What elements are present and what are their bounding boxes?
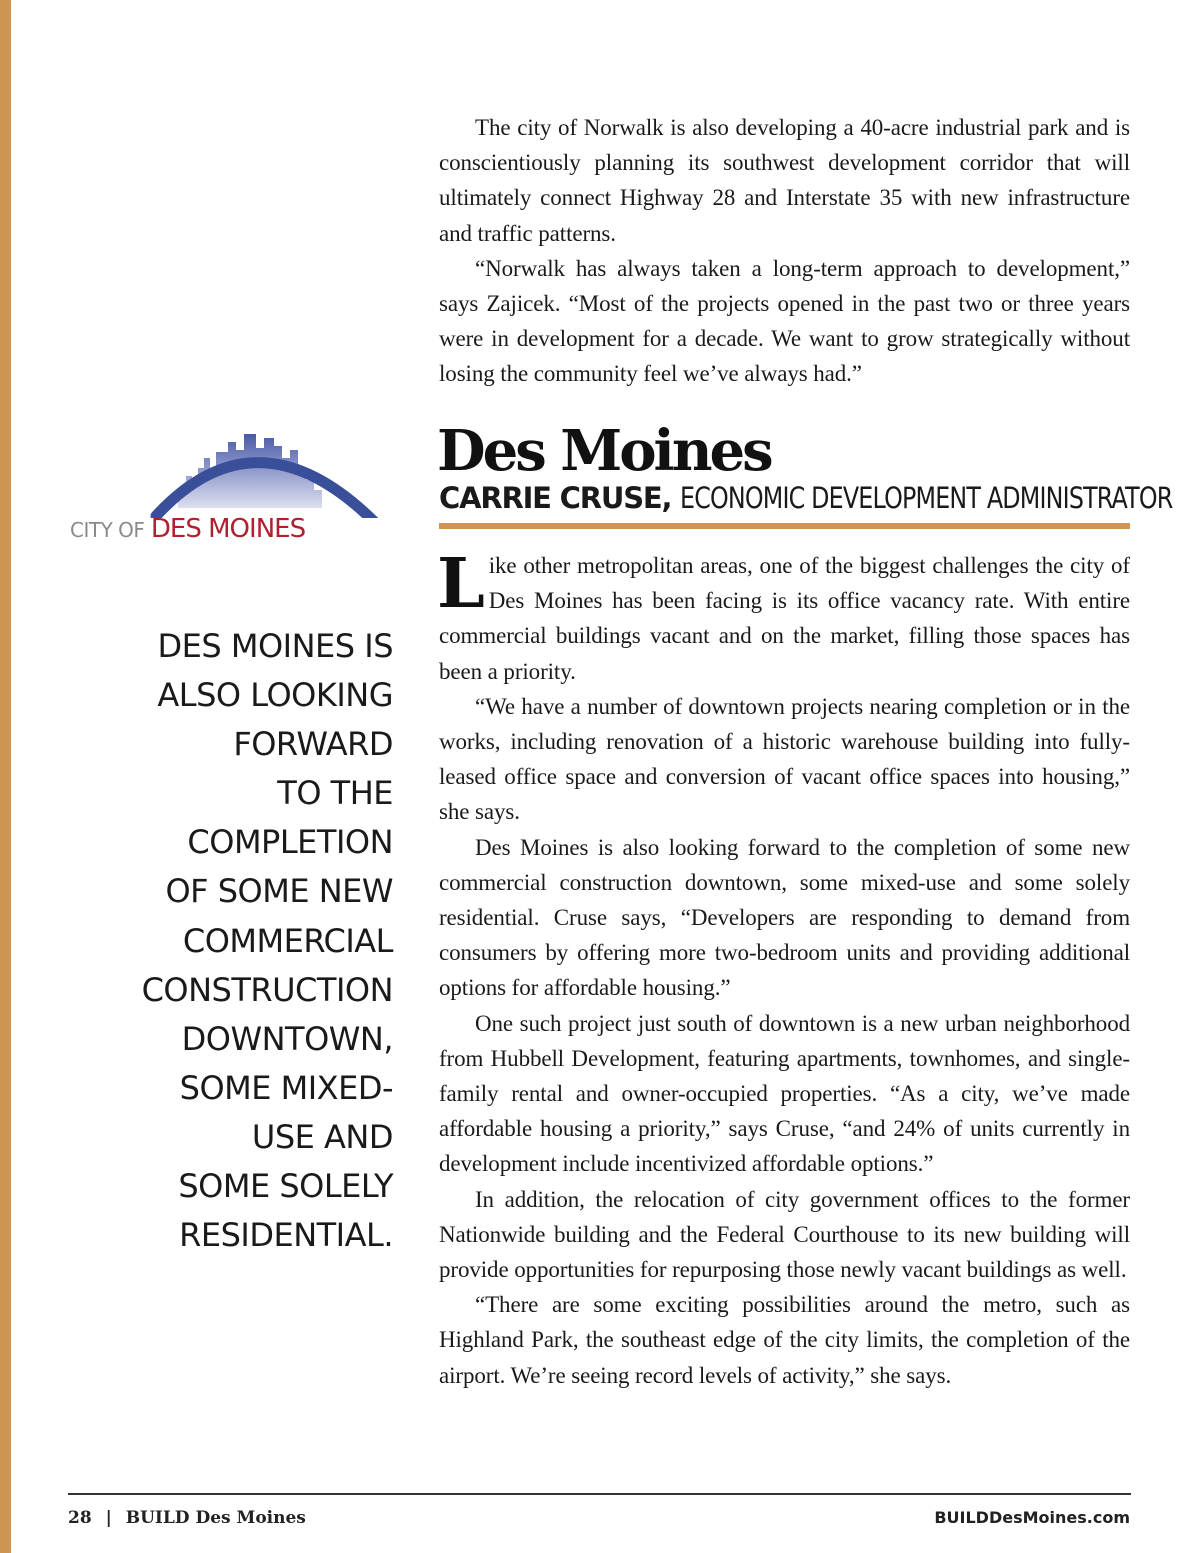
intro-paragraph: The city of Norwalk is also developing a 40-acre industrial park and is conscientiously planning its southwest development corridor that will ultimately connect Highway 28 and Interstate 35 with new infrastructure and traffic patterns. (439, 115, 1130, 246)
footer-rule (68, 1493, 1131, 1495)
pull-quote-line: FORWARD (233, 725, 393, 764)
logo-city-text: CITY OF (70, 518, 145, 542)
pull-quote-line: USE AND (251, 1117, 393, 1156)
article-body (437, 544, 1130, 1393)
pull-quote-line: TO THE (277, 774, 393, 813)
pull-quote-line: DES MOINES IS (157, 627, 393, 665)
article-paragraph: “We have a number of downtown projects nearing completion or in the works, including renovation of a historic warehouse building into fully-leased office space and conversion of vacant office spaces into housing,” she says. (439, 693, 1130, 825)
logo-wordmark (70, 514, 305, 544)
section-title: Des Moines (437, 418, 771, 484)
pull-quote (140, 622, 393, 1260)
byline-accent-rule (439, 523, 1130, 529)
pull-quote-line: RESIDENTIAL. (179, 1216, 393, 1255)
footer-separator: | (105, 1508, 112, 1528)
skyline-arch-icon (68, 428, 393, 518)
article-paragraph: Des Moines is also looking forward to the completion of some new commercial construction downtown, some mixed-use and some solely residential. Cruse says, “Developers are responding to demand from consumers by offering more two-bedroom units and providing additional options for affordable housing.” (439, 834, 1130, 1001)
pull-quote-line: ALSO LOOKING (157, 676, 393, 715)
pull-quote-line: COMMERCIAL (182, 921, 393, 960)
article-first-paragraph (437, 544, 1130, 689)
publication-name: BUILD Des Moines (125, 1508, 306, 1528)
article-first-paragraph-text: ike other metropolitan areas, one of the biggest challenges the city of Des Moines has been facing is its office vacancy rate. With entire commercial buildings vacant and on the market, filling those spaces has been a priority. (439, 553, 1130, 684)
footer-folio (68, 1508, 306, 1528)
page-number: 28 (68, 1508, 92, 1528)
intro-text (439, 110, 1130, 392)
city-of-des-moines-logo (68, 428, 393, 543)
article-paragraph: One such project just south of downtown is a new urban neighborhood from Hubbell Development, featuring apartments, townhomes, and single-family rental and owner-occupied properties. “As a city, we’ve made affordable housing a priority,” says Cruse, “and 24% of units currently in development include incentivized affordable options.” (439, 1010, 1130, 1177)
page-edge-accent-bar (0, 0, 11, 1553)
pull-quote-line: SOME SOLELY (178, 1167, 393, 1206)
article-paragraph: “There are some exciting possibilities around the metro, such as Highland Park, the southeast edge of the city limits, the completion of the airport. We’re seeing record levels of activity,” she says. (439, 1292, 1130, 1388)
pull-quote-line: DOWNTOWN, (181, 1019, 393, 1058)
pull-quote-line: SOME MIXED- (179, 1068, 393, 1107)
pull-quote-line: CONSTRUCTION (141, 970, 393, 1009)
byline-name: CARRIE CRUSE, (439, 481, 672, 515)
drop-cap: L (437, 544, 485, 624)
intro-paragraph: “Norwalk has always taken a long-term approach to development,” says Zajicek. “Most of the projects opened in the past two or three years were in development for a decade. We want to grow strategically without losing the community feel we’ve always had.” (439, 255, 1130, 387)
article-paragraph: In addition, the relocation of city government offices to the former Nationwide building and the Federal Courthouse to its new building will provide opportunities for repurposing those newly vacant buildings as well. (439, 1186, 1130, 1283)
footer-website: BUILDDesMoines.com (934, 1508, 1130, 1527)
pull-quote-line: COMPLETION (187, 823, 393, 862)
logo-name-text: DES MOINES (150, 514, 306, 544)
byline (439, 478, 1173, 518)
byline-role: ECONOMIC DEVELOPMENT ADMINISTRATOR (679, 481, 1173, 515)
pull-quote-line: OF SOME NEW (165, 872, 393, 911)
